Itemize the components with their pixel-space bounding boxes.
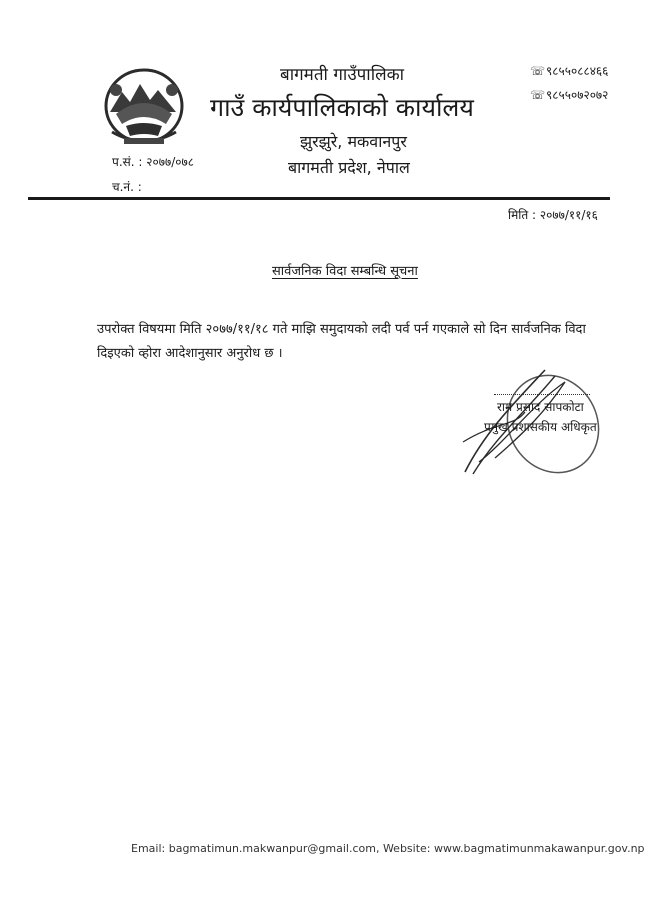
phone-number-2-text: ९८५५०७२०७२ — [546, 88, 609, 102]
phone-number-2 — [530, 86, 608, 103]
office-name: गाउँ कार्यपालिकाको कार्यालय — [210, 93, 474, 122]
telephone-icon: ☏ — [530, 88, 546, 102]
municipality-name: बागमती गाउँपालिका — [280, 65, 405, 85]
footer-contact: Email: bagmatimun.makwanpur@gmail.com, Website: www.bagmatimunmakawanpur.gov.np — [131, 842, 645, 855]
office-province: बागमती प्रदेश, नेपाल — [288, 158, 410, 177]
phone-number-1 — [530, 62, 608, 79]
office-location: झुरझुरे, मकवानपुर — [300, 132, 407, 151]
letter-subject: सार्वजनिक विदा सम्बन्धि सूचना — [272, 264, 418, 279]
letterhead-divider — [28, 197, 610, 200]
phone-number-1-text: ९८५५०८८४६६ — [546, 64, 609, 78]
signatory-title: प्रमुख प्रशासकीय अधिकृत — [484, 420, 597, 434]
signatory-name: राम प्रसाद सापकोटा — [497, 400, 584, 414]
reference-cn: च.नं. : — [112, 180, 142, 194]
signature-line — [494, 394, 590, 395]
letter-body: उपरोक्त विषयमा मिति २०७७/११/१८ गते माझि समुदायको लदी पर्व पर्न गएकाले सो दिन सार्वजनिक विदा दिइएको व्होरा आदेशानुसार अनुरोध छ । — [97, 322, 586, 361]
reference-ps: प.सं. : २०७७/०७८ — [112, 155, 194, 169]
nepal-emblem-icon — [96, 62, 192, 150]
letter-date: मिति : २०७७/११/१६ — [508, 208, 598, 222]
telephone-icon: ☏ — [530, 64, 546, 78]
